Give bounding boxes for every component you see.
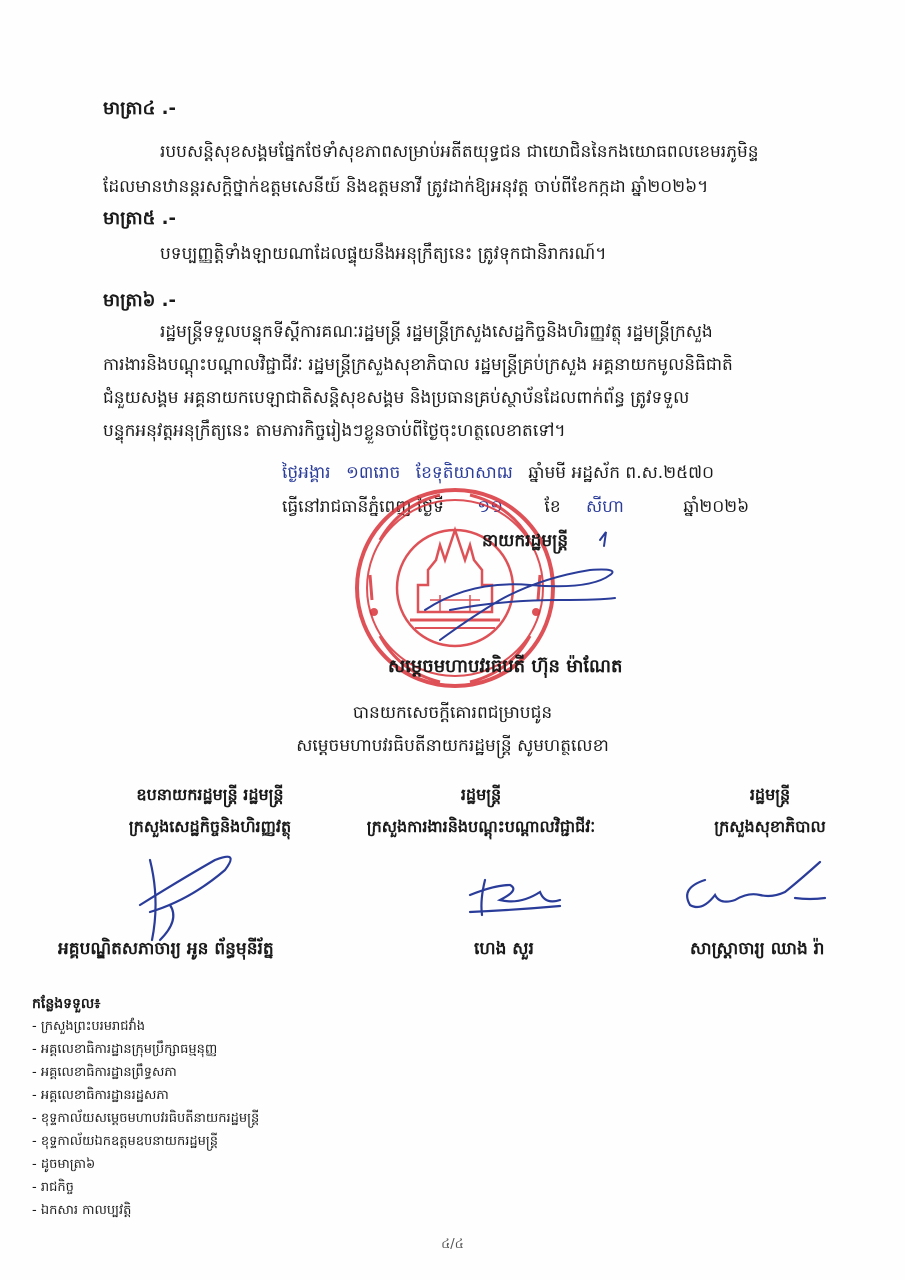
recipient-item: - អគ្គលេខាធិការដ្ឋានព្រឹទ្ធសភា [32, 1065, 177, 1080]
recipient-item: - អគ្គលេខាធិការដ្ឋានក្រុមប្រឹក្សាធម្មនុញ្ញ [32, 1042, 218, 1057]
article-4-heading: មាត្រា៤ .- [103, 98, 176, 119]
recipients-title: កន្លែងទទួល៖ [32, 996, 101, 1012]
recipient-item: - ដូចមាត្រា៦ [32, 1157, 96, 1172]
minister-2-title-line-1: រដ្ឋមន្ត្រី [460, 785, 502, 804]
solar-day: ១១ [477, 497, 504, 517]
lunar-day: ១៣រោច [345, 463, 401, 483]
lunar-year: ឆ្នាំមមី អដ្ឋស័ក ព.ស.២៥៧០ [528, 463, 715, 483]
minister-2-name: ហេង សួរ [474, 939, 534, 959]
article-6-line-1: រដ្ឋមន្ត្រីទទួលបន្ទុកទីស្តីការគណៈរដ្ឋមន្ត្រី រដ្ឋមន្ត្រីក្រសួងសេដ្ឋកិច្ចនិងហិរញ្ញវត្ថុ រដ្ឋមន្ត្រីក្រសួង [160, 322, 713, 342]
article-5-line-1: បទប្បញ្ញត្តិទាំងឡាយណាដែលផ្ទុយនឹងអនុក្រឹត្យនេះ ត្រូវទុកជានិរាករណ៍។ [160, 244, 607, 264]
minister-2-title-line-2: ក្រសួងការងារនិងបណ្តុះបណ្តាលវិជ្ជាជីវៈ [366, 817, 596, 836]
minister-1-name: អគ្គបណ្ឌិតសភាចារ្យ អូន ព័ន្ធមុនីរ័ត្ន [58, 939, 274, 959]
pm-name: សម្តេចមហាបវរធិបតី ហ៊ុន ម៉ាណែត [388, 656, 623, 677]
recipient-item: - ឯកសារ កាលប្បវត្តិ [32, 1203, 132, 1218]
minister-3-title-line-1: រដ្ឋមន្ត្រី [749, 785, 791, 804]
recipient-item: - ខុទ្ទកាល័យឯកឧត្តមឧបនាយករដ្ឋមន្ត្រី [32, 1134, 218, 1149]
article-6-line-2: ការងារនិងបណ្តុះបណ្តាលវិជ្ជាជីវៈ រដ្ឋមន្ត្រីក្រសួងសុខាភិបាល រដ្ឋមន្ត្រីគ្រប់ក្រសួង អគ្គនាយកមូលនិធិជាតិ [103, 355, 733, 375]
month-label: ខែ [544, 497, 561, 517]
minister-3-name: សាស្ត្រាចារ្យ ឈាង រ៉ា [690, 939, 825, 959]
recipient-item: - រាជកិច្ច [32, 1180, 74, 1195]
article-6-heading: មាត្រា៦ .- [103, 290, 176, 311]
submission-line-2: សម្តេចមហាបវរធិបតីនាយករដ្ឋមន្ត្រី សូមហត្ថលេខា [296, 736, 609, 756]
minister-1-title-line-1: ឧបនាយករដ្ឋមន្ត្រី រដ្ឋមន្ត្រី [136, 785, 284, 804]
recipient-item: - ខុទ្ទកាល័យសម្តេចមហាបវរធិបតីនាយករដ្ឋមន្ត្រី [32, 1111, 260, 1126]
article-6-line-3: ជំនួយសង្គម អគ្គនាយកបេឡាជាតិសន្តិសុខសង្គម និងប្រធានគ្រប់ស្ថាប័នដែលពាក់ព័ន្ធ ត្រូវទទួល [103, 388, 690, 408]
article-6-line-4: បន្ទុកអនុវត្តអនុក្រឹត្យនេះ តាមភារកិច្ចរៀងៗខ្លួនចាប់ពីថ្ងៃចុះហត្ថលេខាតទៅ។ [103, 421, 566, 441]
minister-1-title-line-2: ក្រសួងសេដ្ឋកិច្ចនិងហិរញ្ញវត្ថុ [128, 817, 292, 836]
article-5-heading: មាត្រា៥ .- [103, 208, 176, 229]
lunar-prefix: ថ្ងៃអង្គារ [282, 463, 331, 483]
lunar-month: ខែទុតិយាសាឍ [415, 463, 513, 483]
article-4-line-2: ដែលមានឋានន្តរសក្តិថ្នាក់ឧត្តមសេនីយ៍ និងឧត្តមនាវី ត្រូវដាក់ឱ្យអនុវត្ត ចាប់ពីខែកក្កដា ឆ្នាំ២០២៦។ [103, 177, 709, 197]
article-4-line-1: របបសន្តិសុខសង្គមផ្នែកថែទាំសុខភាពសម្រាប់អតីតយុទ្ធជន ជាយោជិននៃកងយោធពលខេមរភូមិន្ទ [160, 142, 759, 162]
place-prefix: ធ្វើនៅរាជធានីភ្នំពេញ ថ្ងៃទី [282, 497, 444, 517]
solar-month: សីហា [586, 497, 624, 517]
recipient-item: - ក្រសួងព្រះបរមរាជវាំង [32, 1019, 146, 1034]
recipient-item: - អគ្គលេខាធិការដ្ឋានរដ្ឋសភា [32, 1088, 169, 1103]
submission-line-1: បានយកសេចក្តីគោរពជម្រាបជូន [352, 703, 553, 723]
pm-title: នាយករដ្ឋមន្ត្រី [482, 531, 568, 551]
page-number: ៤/៤ [441, 1237, 464, 1252]
minister-3-title-line-2: ក្រសួងសុខាភិបាល [714, 817, 826, 836]
solar-year: ឆ្នាំ២០២៦ [683, 497, 750, 517]
